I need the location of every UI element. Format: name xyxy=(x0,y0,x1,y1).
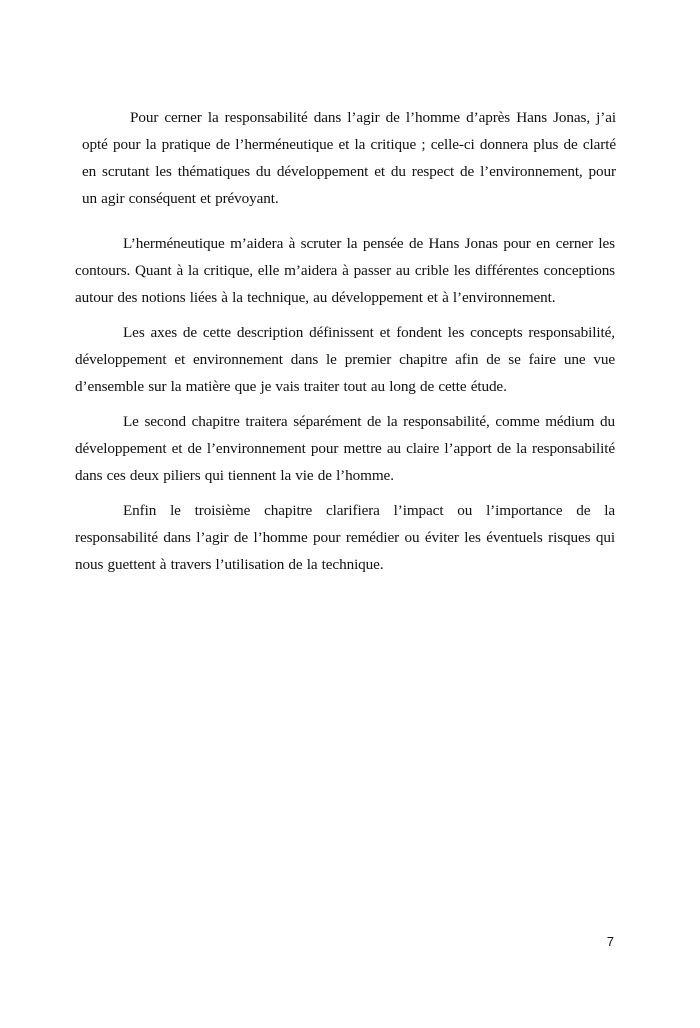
paragraph-third-chapter xyxy=(75,497,615,578)
page-number: 7 xyxy=(606,934,614,949)
paragraph-second-chapter xyxy=(75,408,615,489)
paragraph-first-chapter xyxy=(75,319,615,400)
paragraph-text: Pour cerner la responsabilité dans l’agir de l’homme d’après Hans Jonas, j’ai opté pour la pratique de l’herméneutique et la critique ; celle-ci donnera plus de clarté en scrutant les thématiques du développement et du respect de l’environnement, pour un agir conséquent et prévoyant. xyxy=(82,109,616,208)
paragraph-text: Le second chapitre traitera séparément de la responsabilité, comme médium du développement et de l’environnement pour mettre au claire l’apport de la responsabilité dans ces deux piliers qui tiennent la vie de l’homme. xyxy=(75,413,615,485)
paragraph-text: Enfin le troisième chapitre clarifiera l’impact ou l’importance de la responsabilité dans l’agir de l’homme pour remédier ou éviter les éventuels risques qui nous guettent à travers l’utilisation de la technique. xyxy=(75,502,615,574)
paragraph-method xyxy=(82,104,616,212)
paragraph-hermeneutics xyxy=(75,230,615,311)
paragraph-text: L’herméneutique m’aidera à scruter la pensée de Hans Jonas pour en cerner les contours. Quant à la critique, elle m’aidera à passer au crible les différentes conceptions autour des notions liées à la technique, au développement et à l’environnement. xyxy=(75,235,615,307)
paragraph-text: Les axes de cette description définissent et fondent les concepts responsabilité, développement et environnement dans le premier chapitre afin de se faire une vue d’ensemble sur la matière que je vais traiter tout au long de cette étude. xyxy=(75,324,615,396)
